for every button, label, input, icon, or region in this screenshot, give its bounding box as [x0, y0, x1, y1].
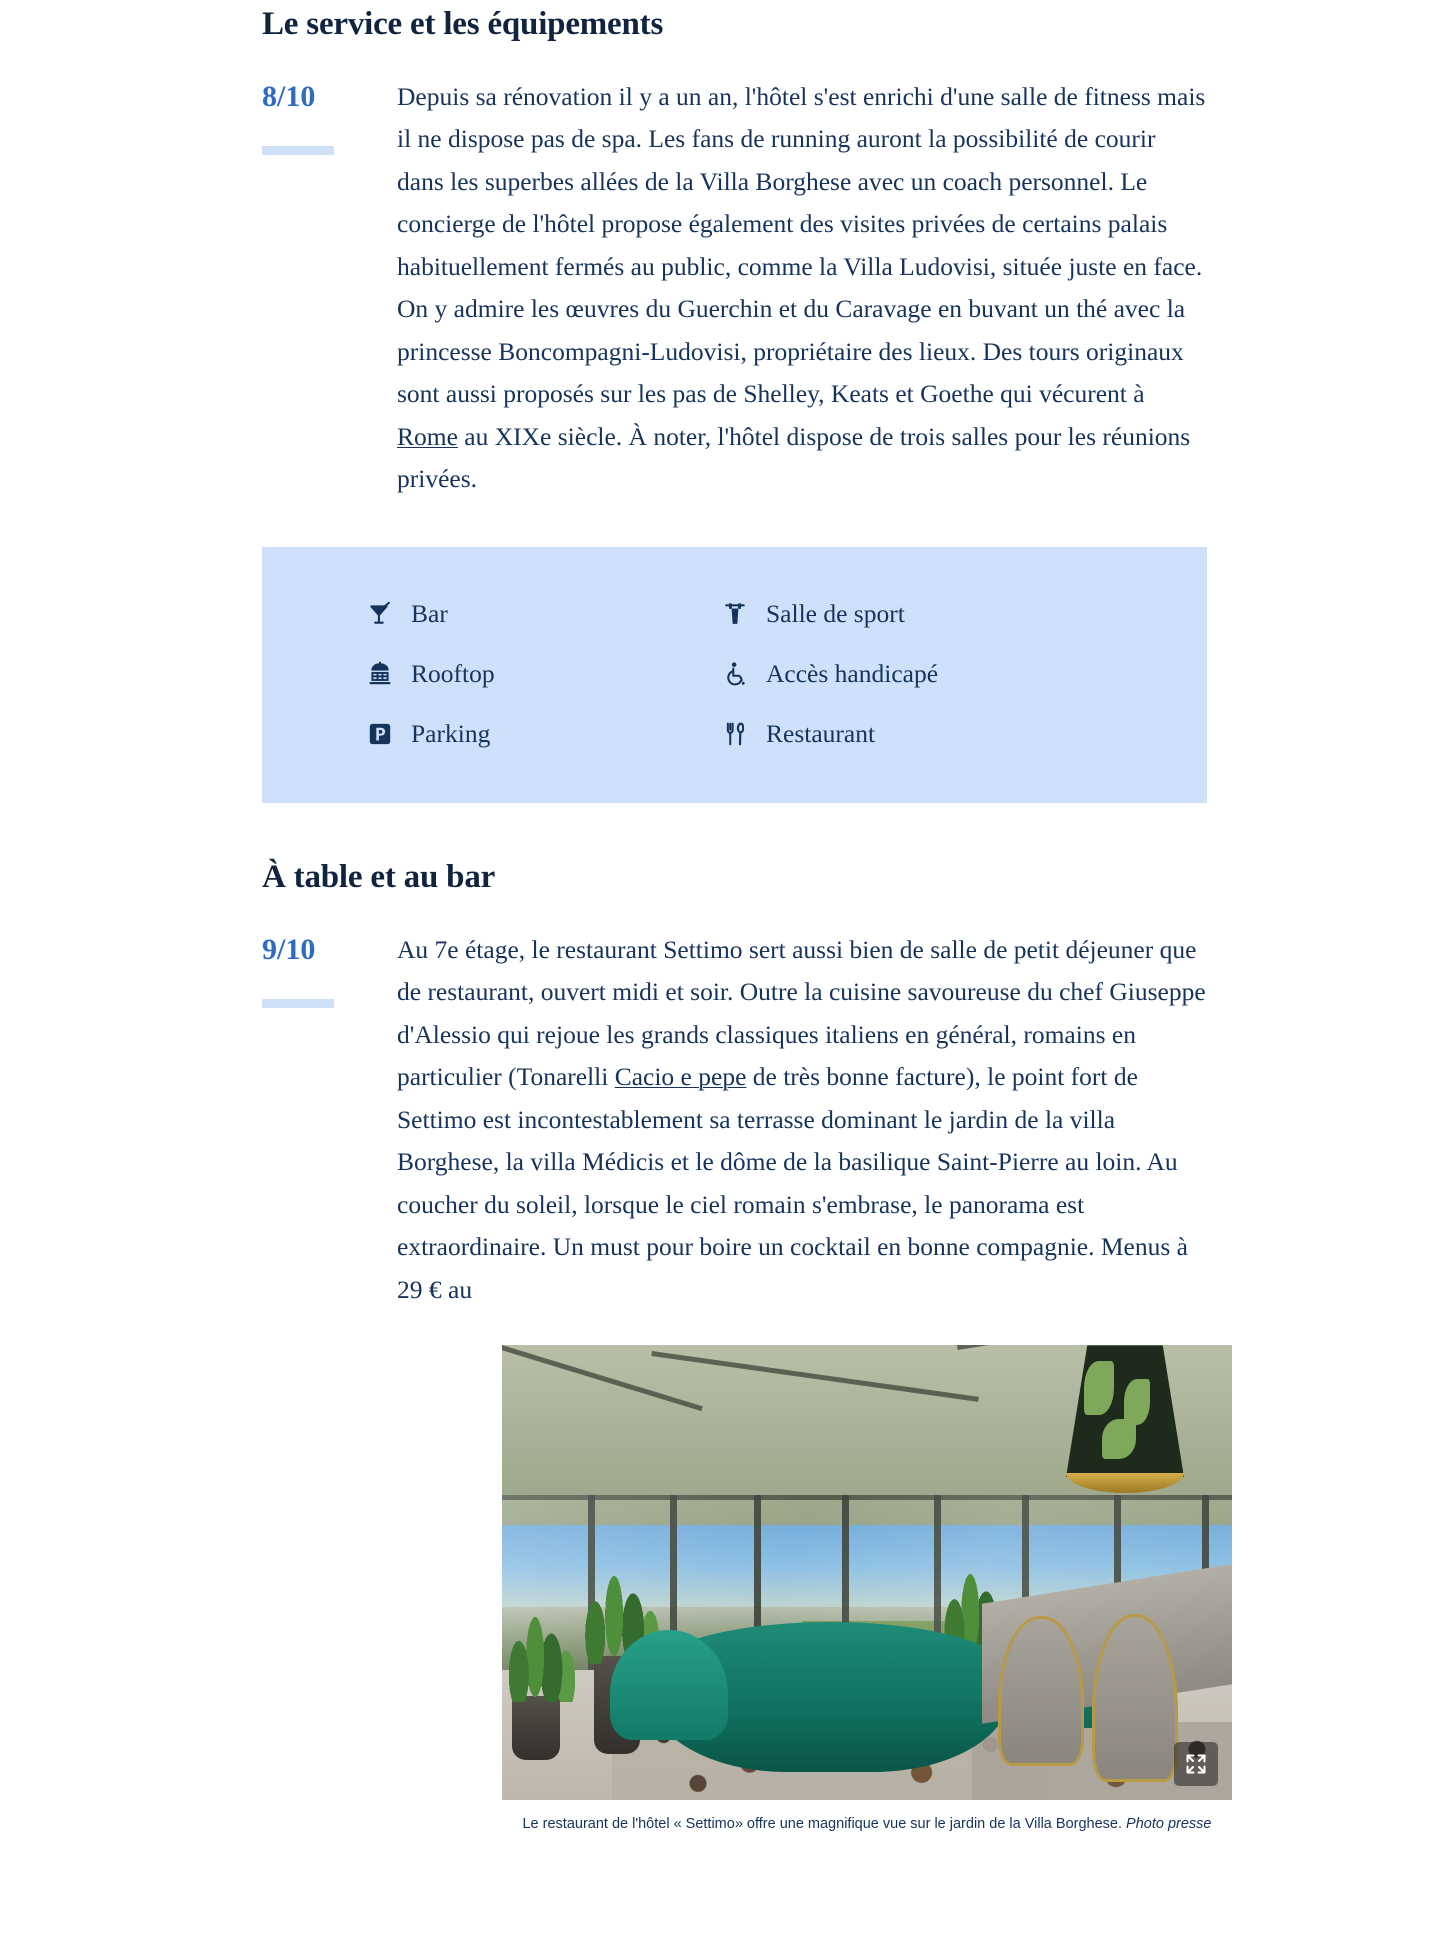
- article-figure: [502, 1345, 1232, 1836]
- section-heading-table-bar: À table et au bar: [262, 858, 496, 895]
- figure-caption: [502, 1812, 1232, 1836]
- paragraph-services: [397, 76, 1207, 501]
- rated-section-table-bar: [262, 929, 1212, 1837]
- rooftop-terrace-icon: [366, 660, 394, 688]
- amenity-label: Accès handicapé: [766, 659, 939, 689]
- restaurant-photo[interactable]: [502, 1345, 1232, 1800]
- paragraph-table-bar-part1: Au 7e étage, le restaurant Settimo sert aussi bien de salle de petit déjeuner que de restaurant, ouvert midi et soir. Outre la cuisine savoureuse du chef Giuseppe d'Alessio qui rejoue les grands classiques italiens en général, romains en particulier (Tonarelli: [397, 934, 1206, 1092]
- amenity-rooftop: [366, 647, 721, 701]
- figure-caption-text: Le restaurant de l'hôtel « Settimo» offre une magnifique vue sur le jardin de la Villa Borghese.: [522, 1816, 1127, 1833]
- cocktail-glass-icon: [366, 600, 394, 628]
- photo-scene: [502, 1345, 1232, 1800]
- amenity-label: Restaurant: [766, 719, 876, 749]
- cutlery-icon: [721, 720, 749, 748]
- score-column-services: [262, 76, 397, 155]
- score-services: 8/10: [262, 79, 316, 113]
- amenity-restaurant: [721, 707, 1207, 761]
- link-cacio-e-pepe[interactable]: Cacio e pepe: [614, 1062, 747, 1092]
- score-column-table-bar: [262, 929, 397, 1008]
- amenities-panel: [262, 547, 1207, 803]
- dumbbell-icon: [721, 600, 749, 628]
- amenity-parking: [366, 707, 721, 761]
- body-column-table-bar: [397, 929, 1212, 1837]
- paragraph-table-bar-part2: de très bonne facture), le point fort de Settimo est incontestablement sa terrasse dominant le jardin de la villa Borghese, la villa Médicis et le dôme de la basilique Saint-Pierre au loin. Au coucher du soleil, lorsque le ciel romain s'embrase, le panorama est extraordinaire. Un must pour boire un cocktail en bonne compagnie. Menus à 29 € au: [397, 1062, 1188, 1304]
- expand-fullscreen-icon[interactable]: [1174, 1742, 1218, 1786]
- photo-lamp-leaf: [1102, 1419, 1136, 1459]
- link-rome[interactable]: Rome: [397, 421, 458, 451]
- amenity-label: Parking: [411, 719, 491, 749]
- wheelchair-icon: [721, 660, 749, 688]
- amenity-bar: [366, 587, 721, 641]
- article-body: [262, 0, 1212, 1836]
- photo-lamp-leaf: [1084, 1361, 1114, 1415]
- paragraph-services-part1: Depuis sa rénovation il y a un an, l'hôtel s'est enrichi d'une salle de fitness mais il ne dispose pas de spa. Les fans de running auront la possibilité de courir dans les superbes allées de la Villa Borghese avec un coach personnel. Le concierge de l'hôtel propose également des visites privées de certains palais habituellement fermés au public, comme la Villa Ludovisi, située juste en face. On y admire les œuvres du Guerchin et du Caravage en buvant un thé avec la princesse Boncompagni-Ludovisi, propriétaire des lieux. Des tours originaux sont aussi proposés sur les pas de Shelley, Keats et Goethe qui vécurent à: [397, 81, 1206, 409]
- photo-grey-chair: [998, 1616, 1084, 1766]
- photo-plant-foliage: [504, 1612, 578, 1702]
- score-table-bar: 9/10: [262, 932, 316, 966]
- photo-plant-pot: [512, 1696, 560, 1760]
- score-rule: [262, 146, 334, 155]
- rated-section-services: [262, 76, 1207, 501]
- section-heading-services: Le service et les équipements: [262, 6, 664, 42]
- amenity-salle-de-sport: [721, 587, 1207, 641]
- score-rule: [262, 999, 334, 1008]
- body-column-services: [397, 76, 1207, 501]
- amenities-grid: [262, 587, 1207, 761]
- paragraph-services-part2: au XIXe siècle. À noter, l'hôtel dispose de trois salles pour les réunions privées.: [397, 421, 1191, 494]
- paragraph-table-bar: [397, 929, 1207, 1312]
- parking-sign-icon: [366, 720, 394, 748]
- photo-ceiling-seam: [502, 1495, 1232, 1500]
- amenity-label: Bar: [411, 599, 448, 629]
- figure-caption-credit: Photo presse: [1126, 1816, 1212, 1833]
- amenity-label: Salle de sport: [766, 599, 905, 629]
- amenity-label: Rooftop: [411, 659, 495, 689]
- amenity-acces-handicape: [721, 647, 1207, 701]
